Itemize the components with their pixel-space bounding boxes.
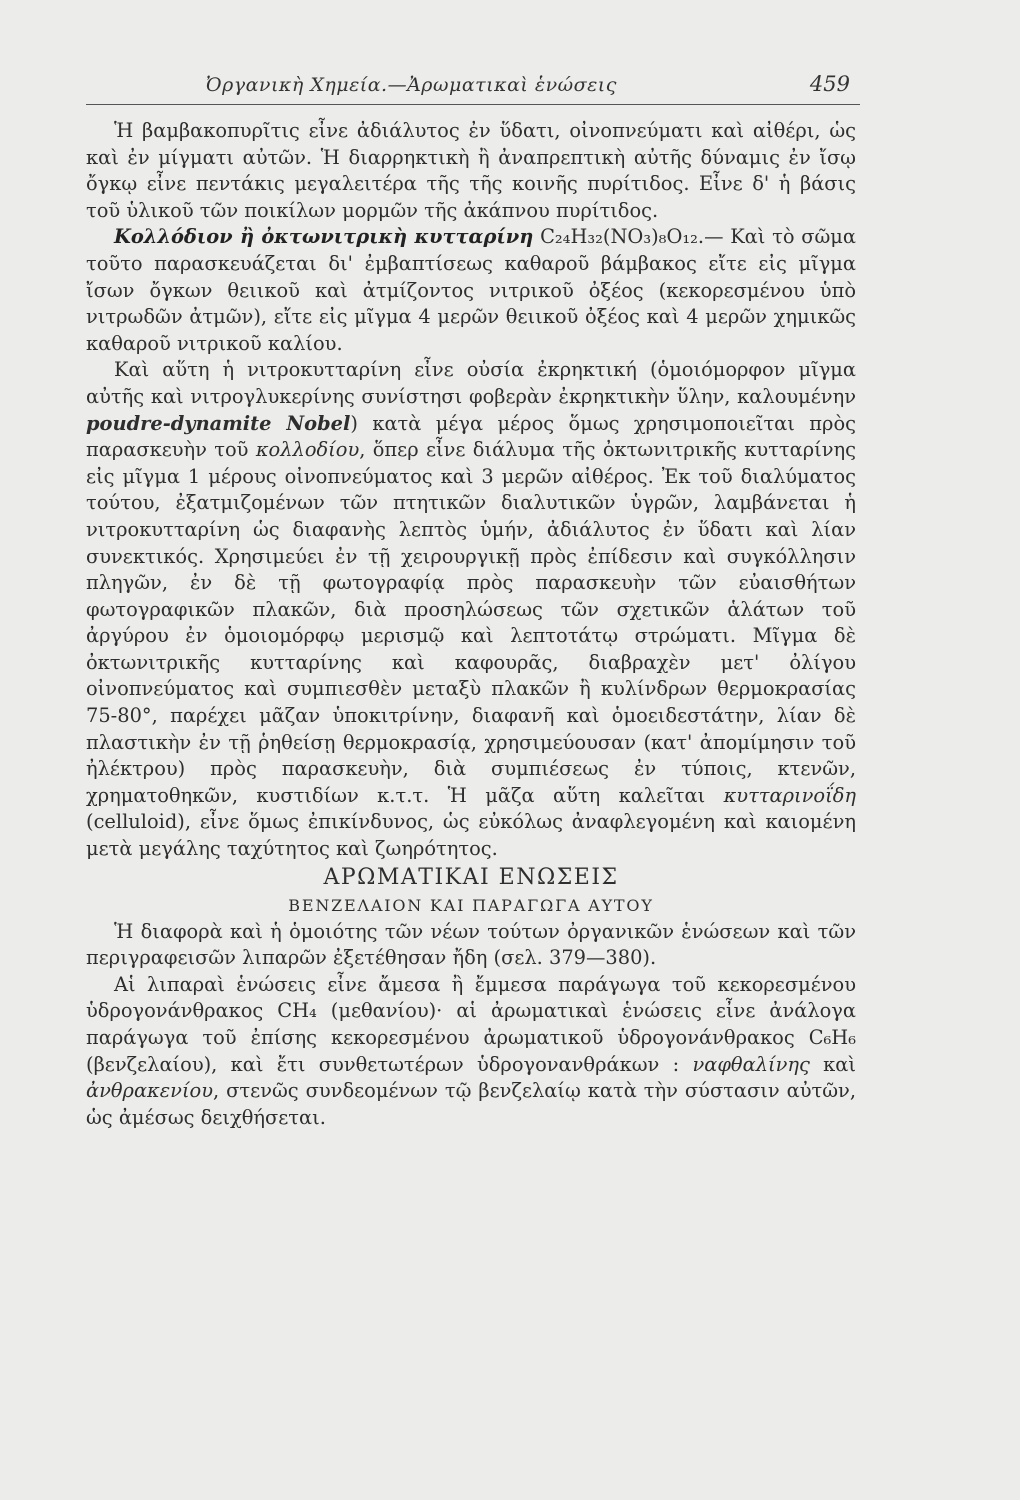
term-kollodion: κολλοδίου (255, 438, 360, 462)
paragraph-text: ) κατὰ μέγα μέρος ὅμως χρησιμοποιεῖται πρὸς παρασκευὴν τοῦ (86, 411, 856, 462)
paragraph-nitrocellulose (86, 357, 856, 862)
chemical-formula: C₂₄H₃₂(NO₃)₈O₁₂. (540, 225, 705, 249)
term-celluloid: κυτταρινοΐδη (723, 783, 856, 807)
term-naphthalene: ναφθαλίνης (692, 1052, 810, 1076)
paragraph-text: Ἡ βαμβακοπυρῖτις εἶνε ἀδιάλυτος ἐν ὕδατι, οἰνοπνεύματι καὶ αἰθέρι, ὡς καὶ ἐν μίγματι αὐτῶν. Ἡ διαρρηκτικὴ ἢ ἀναπρεπτικὴ αὐτῆς δύναμις ἐν ἴσῳ ὄγκῳ εἶνε πεντάκις μεγαλειτέρα τῆς τῆς κοινῆς πυρίτιδος. Εἶνε δ' ἡ βάσις τοῦ ὑλικοῦ τῶν ποικίλων μορμῶν τῆς ἀκάπνου πυρίτιδος. (86, 119, 856, 222)
body-text (86, 118, 856, 1131)
paragraph-aromatic (86, 972, 856, 1132)
paragraph-text: , στενῶς συνδεομένων τῷ βενζελαίῳ κατὰ τὴν σύστασιν αὐτῶν, ὡς ἀμέσως δειχθήσεται. (86, 1079, 856, 1129)
paragraph-text: (celluloid), εἶνε ὅμως ἐπικίνδυνος, ὡς εὐκόλως ἀναφλεγομένη καὶ καιομένη μετὰ μεγάλης ταχύτητος καὶ ζωηρότητος. (86, 810, 856, 861)
page-header (86, 70, 860, 105)
term-anthracene: ἀνθρακενίου (86, 1079, 214, 1103)
paragraph-difference (86, 919, 856, 972)
paragraph-collodion (86, 224, 856, 357)
page-number: 459 (809, 72, 850, 96)
term-collodion: Κολλόδιον ἢ ὀκτωνιτρικὴ κυτταρίνη (114, 225, 534, 249)
paragraph-text: — Καὶ τὸ σῶμα τοῦτο παρασκευάζεται δι' ἐμβαπτίσεως καθαροῦ βάμβακος εἴτε εἰς μῖγμα ἴσων ὄγκων θειικοῦ καὶ ἀτμίζοντος νιτρικοῦ ὀξέος (κεκορεσμένου ὑπὸ νιτρωδῶν ἀτμῶν), εἴτε εἰς μῖγμα 4 μερῶν θειικοῦ ὀξέος καὶ 4 μερῶν χημικῶς καθαροῦ νιτρικοῦ καλίου. (86, 225, 857, 355)
section-title: ΑΡΩΜΑΤΙΚΑΙ ΕΝΩΣΕΙΣ (323, 864, 619, 890)
running-head: Ὀργανικὴ Χημεία.—Ἀρωματικαὶ ἑνώσεις (206, 74, 617, 96)
paragraph-text: Αἱ λιπαραὶ ἑνώσεις εἶνε ἄμεσα ἢ ἔμμεσα παράγωγα τοῦ κεκορεσμένου ὑδρογονάνθρακος CH₄ (μεθανίου)· αἱ ἀρωματικαὶ ἑνώσεις εἶνε ἀνάλογα παράγωγα τοῦ ἐπίσης κεκορεσμένου ἀρωματικοῦ ὑδρογονάνθρακος C₆H₆ (βενζελαίου), καὶ ἔτι συνθετωτέρων ὑδρογονανθράκων : (86, 972, 856, 1076)
paragraph-text: Ἡ διαφορὰ καὶ ἡ ὁμοιότης τῶν νέων τούτων ὀργανικῶν ἑνώσεων καὶ τῶν περιγραφεισῶν λιπαρῶν ἐξετέθησαν ἤδη (σελ. 379—380). (86, 919, 856, 970)
paragraph-text: καὶ (823, 1052, 856, 1076)
term-poudre-dynamite: poudre-dynamite Nobel (86, 411, 351, 435)
paragraph-text: , ὅπερ εἶνε διάλυμα τῆς ὀκτωνιτρικῆς κυτταρίνης εἰς μῖγμα 1 μέρους οἰνοπνεύματος καὶ 3 μερῶν αἰθέρος. Ἐκ τοῦ διαλύματος τούτου, ἐξατμιζομένων τῶν πτητικῶν διαλυτικῶν ὑγρῶν, λαμβάνεται ἡ νιτροκυτταρίνη ὡς διαφανὴς λεπτὸς ὑμήν, ἀδιάλυτος ἐν ὕδατι καὶ λίαν συνεκτικός. Χρησιμεύει ἐν τῇ χειρουργικῇ πρὸς ἐπίδεσιν καὶ συγκόλλησιν πληγῶν, ἐν δὲ τῇ φωτογραφίᾳ πρὸς παρασκευὴν τῶν εὐαισθήτων φωτογραφικῶν πλακῶν, διὰ προσηλώσεως τῶν σχετικῶν ἁλάτων τοῦ ἀργύρου ἐν ὁμοιομόρφῳ μερισμῷ καὶ λεπτοτάτῳ στρώματι. Μῖγμα δὲ ὀκτωνιτρικῆς κυτταρίνης καὶ καφουρᾶς, διαβραχὲν μετ' ὀλίγου οἰνοπνεύματος καὶ συμπιεσθὲν μεταξὺ πλακῶν ἢ κυλίνδρων θερμοκρασίας 75-80°, παρέχει μᾶζαν ὑποκιτρίνην, διαφανῆ καὶ ὁμοειδεστάτην, λίαν δὲ πλαστικὴν ἐν τῇ ῥηθείσῃ θερμοκρασίᾳ, χρησιμεύουσαν (κατ' ἀπομίμησιν τοῦ ἠλέκτρου) πρὸς παρασκευὴν, διὰ συμπιέσεως ἐν τύποις, κτενῶν, χρηματοθηκῶν, κυστιδίων κ.τ.τ. Ἡ μᾶζα αὕτη καλεῖται (86, 438, 856, 807)
paragraph-text: Καὶ αὕτη ἡ νιτροκυτταρίνη εἶνε οὐσία ἐκρηκτική (ὁμοιόμορφον μῖγμα αὐτῆς καὶ νιτρογλυκερίνης συνίστησι φοβερὰν ἐκρηκτικὴν ὕλην, καλουμένην (86, 358, 856, 408)
paragraph-guncotton (86, 118, 856, 224)
section-subtitle: ΒΕΝΖΕΛΑΙΟΝ ΚΑΙ ΠΑΡΑΓΩΓΑ ΑΥΤΟΥ (288, 895, 654, 915)
